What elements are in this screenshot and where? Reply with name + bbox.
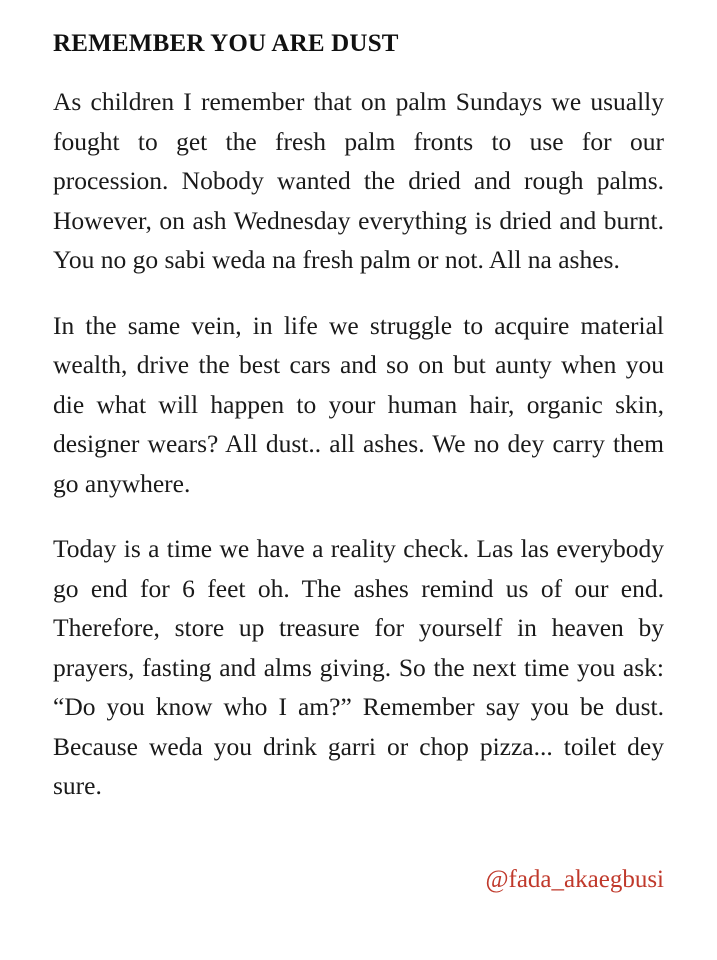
- paragraph-reality-check: Today is a time we have a reality check. Las las everybody go end for 6 feet oh. The ashes remind us of our end. Therefore, store up treasure for yourself in heaven by prayers, fasting and alms giving. So the next time you ask: “Do you know who I am?” Remember say you be dust. Because weda you drink garri or chop pizza... toilet dey sure.: [53, 534, 664, 800]
- paragraph-palm-sunday: As children I remember that on palm Sundays we usually fought to get the fresh palm fronts to use for our procession. Nobody wanted the dried and rough palms. However, on ash Wednesday everything is dried and burnt. You no go sabi weda na fresh palm or not. All na ashes.: [53, 87, 664, 274]
- document-body: [53, 20, 664, 806]
- document-title: REMEMBER YOU ARE DUST: [53, 30, 399, 57]
- author-signature: @fada_akaegbusi: [485, 866, 664, 893]
- paragraph-material-wealth: In the same vein, in life we struggle to acquire material wealth, drive the best cars and so on but aunty when you die what will happen to your human hair, organic skin, designer wears? All dust.. all ashes. We no dey carry them go anywhere.: [53, 310, 664, 498]
